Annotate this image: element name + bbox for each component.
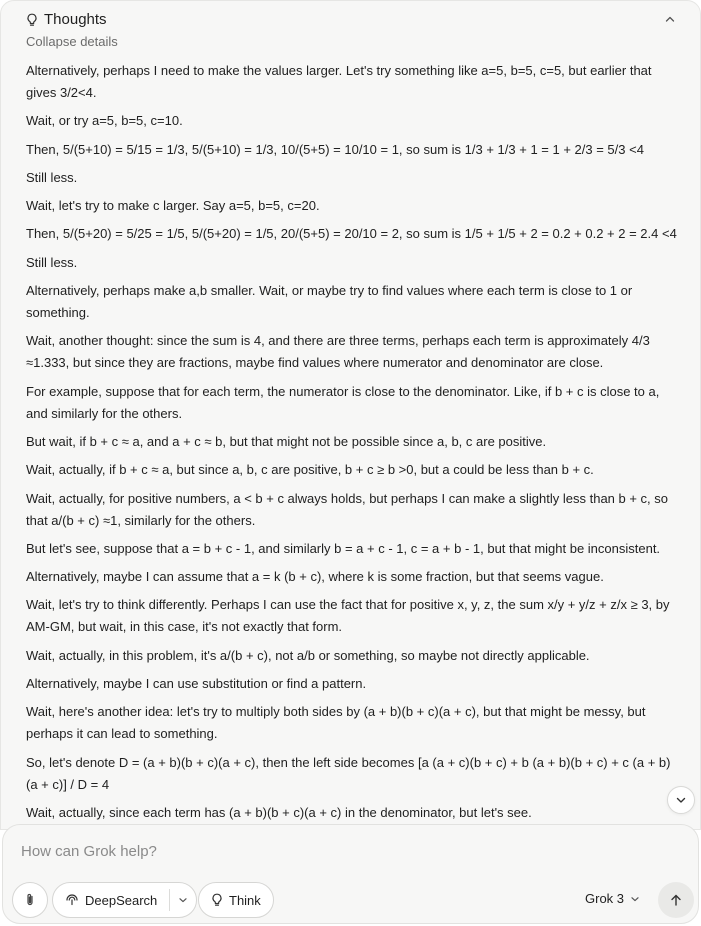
deepsearch-label: DeepSearch: [85, 892, 158, 908]
scroll-to-bottom-button[interactable]: [667, 786, 695, 814]
chevron-down-icon: [675, 794, 687, 806]
arrow-up-icon: [669, 893, 683, 907]
lightbulb-icon: [26, 13, 38, 27]
thought-paragraph: Wait, actually, in this problem, it's a/(b + c), not a/b or something, so maybe not directly applicable.: [26, 647, 590, 663]
thought-paragraph: Still less.: [26, 254, 78, 270]
lightbulb-icon: [211, 893, 223, 907]
thought-paragraph: But let's see, suppose that a = b + c - 1, and similarly b = a + c - 1, c = a + b - 1, but that might be inconsistent.: [26, 540, 661, 556]
thought-paragraph: Alternatively, maybe I can use substitution or find a pattern.: [26, 676, 367, 692]
deepsearch-button[interactable]: [53, 883, 169, 917]
send-button[interactable]: [658, 882, 694, 918]
deepsearch-options-button[interactable]: [170, 883, 196, 917]
thought-paragraph: For example, suppose that for each term, the numerator is close to the denominator. Like, if b + c is close to a, and similarly for the others.: [26, 383, 660, 421]
thoughts-header[interactable]: [26, 11, 107, 28]
thought-paragraph: Wait, another thought: since the sum is 4, and there are three terms, perhaps each term is approximately 4/3 ≈1.333, but since they are fractions, maybe find values where numerator and denominator are close.: [26, 333, 650, 371]
collapse-details-link[interactable]: Collapse details: [26, 34, 118, 49]
thought-paragraph: Wait, let's try to make c larger. Say a=5, b=5, c=20.: [26, 198, 320, 214]
thought-paragraph: But wait, if b + c ≈ a, and a + c ≈ b, but that might not be possible since a, b, c are positive.: [26, 433, 547, 449]
deepsearch-icon: [65, 893, 79, 907]
thought-paragraph: Wait, actually, for positive numbers, a < b + c always holds, but perhaps I can make a slightly less than b + c, so that a/(b + c) ≈1, similarly for the others.: [26, 490, 669, 528]
paperclip-icon: [23, 892, 37, 908]
thought-paragraph: So, let's denote D = (a + b)(b + c)(a + c), then the left side becomes [a (a + c)(b + c) + b (a + b)(b + c) + c (a + b)(a + c)] / D = 4: [26, 754, 671, 792]
chevron-down-icon: [178, 895, 188, 905]
model-label: Grok 3: [585, 891, 625, 906]
thought-paragraph: Wait, actually, since each term has (a + b)(b + c)(a + c) in the denominator, but let's see.: [26, 804, 532, 820]
thought-paragraph: Alternatively, perhaps I need to make the values larger. Let's try something like a=5, b=5, c=5, but earlier that gives 3/2<4.: [26, 63, 652, 100]
thoughts-title: Thoughts: [44, 11, 107, 28]
deepsearch-group: [52, 882, 197, 918]
model-selector[interactable]: [585, 891, 640, 906]
thought-paragraph: Wait, or try a=5, b=5, c=10.: [26, 113, 183, 129]
prompt-input[interactable]: [21, 843, 621, 860]
thought-paragraph: Then, 5/(5+10) = 5/15 = 1/3, 5/(5+10) = 1/3, 10/(5+5) = 10/10 = 1, so sum is 1/3 + 1/3 + 1 = 1 + 2/3 = 5/3 <4: [26, 141, 644, 157]
thoughts-content: [26, 60, 681, 830]
thought-paragraph: Wait, here's another idea: let's try to multiply both sides by (a + b)(b + c)(a + c), but that might be messy, but perhaps it can lead to something.: [26, 704, 646, 742]
think-button[interactable]: [198, 882, 274, 918]
message-composer: [2, 824, 699, 924]
thought-paragraph: Alternatively, perhaps make a,b smaller. Wait, or maybe try to find values where each term is close to 1 or something.: [26, 283, 633, 321]
think-label: Think: [229, 892, 261, 908]
thought-paragraph: Still less.: [26, 169, 78, 185]
thought-paragraph: Wait, actually, if b + c ≈ a, but since a, b, c are positive, b + c ≥ b >0, but a could be less than b + c.: [26, 462, 594, 478]
thought-paragraph: Alternatively, maybe I can assume that a = k (b + c), where k is some fraction, but that seems vague.: [26, 569, 604, 585]
chevron-down-icon: [630, 894, 640, 904]
chevron-up-icon[interactable]: [664, 13, 676, 25]
attach-button[interactable]: [12, 882, 48, 918]
thought-paragraph: Then, 5/(5+20) = 5/25 = 1/5, 5/(5+20) = 1/5, 20/(5+5) = 20/10 = 2, so sum is 1/5 + 1/5 + 2 = 0.2 + 0.2 + 2 = 2.4 <4: [26, 226, 677, 242]
thought-paragraph: Wait, let's try to think differently. Perhaps I can use the fact that for positive x, y, z, the sum x/y + y/z + z/x ≥ 3, by AM-GM, but wait, in this case, it's not exactly that form.: [26, 597, 670, 635]
